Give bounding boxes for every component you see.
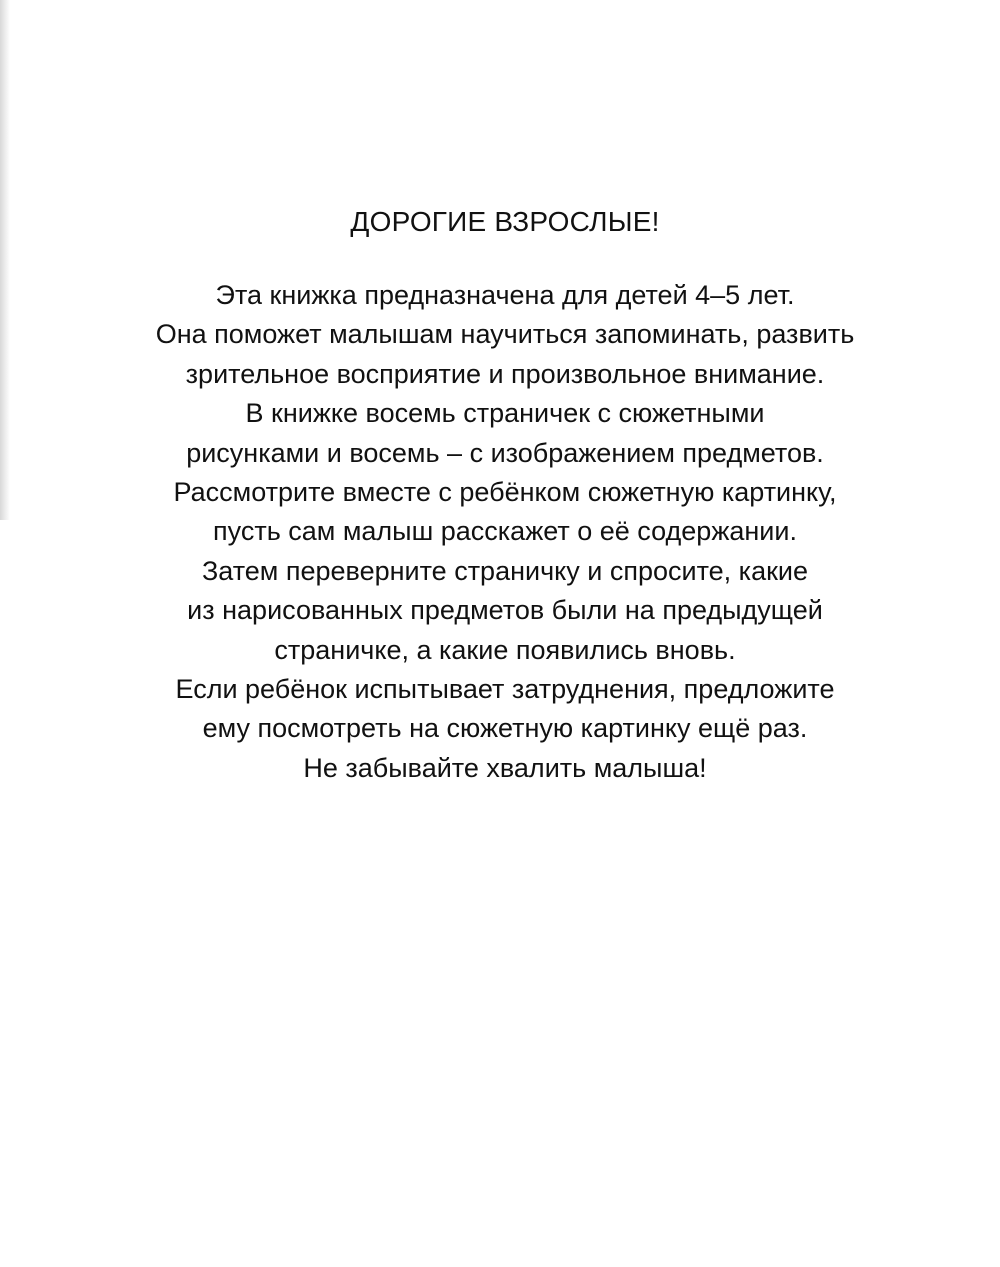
text-line: ему посмотреть на сюжетную картинку ещё раз. [202, 713, 808, 744]
text-line: Затем переверните страничку и спросите, какие [202, 555, 808, 586]
text-line: Не забывайте хвалить малыша! [303, 752, 707, 783]
text-line: страничке, а какие появились вновь. [274, 634, 736, 665]
text-line: из нарисованных предметов были на предыдущей [187, 595, 823, 626]
text-line: Рассмотрите вместе с ребёнком сюжетную картинку, [173, 477, 837, 508]
text-line: Эта книжка предназначена для детей 4–5 лет. [215, 280, 795, 310]
text-line: рисунками и восемь – с изображением предметов. [186, 437, 824, 468]
body-text [0, 276, 1000, 788]
text-line: зрительное восприятие и произвольное внимание. [185, 358, 825, 389]
text-line: Если ребёнок испытывает затруднения, предложите [175, 674, 835, 705]
text-line: пусть сам малыш расскажет о её содержании. [213, 516, 797, 547]
text-line: В книжке восемь страничек с сюжетными [245, 398, 765, 429]
page-title: ДОРОГИЕ ВЗРОСЛЫЕ! [350, 206, 660, 237]
text-line: Она поможет малышам научиться запоминать, развить [155, 319, 855, 350]
